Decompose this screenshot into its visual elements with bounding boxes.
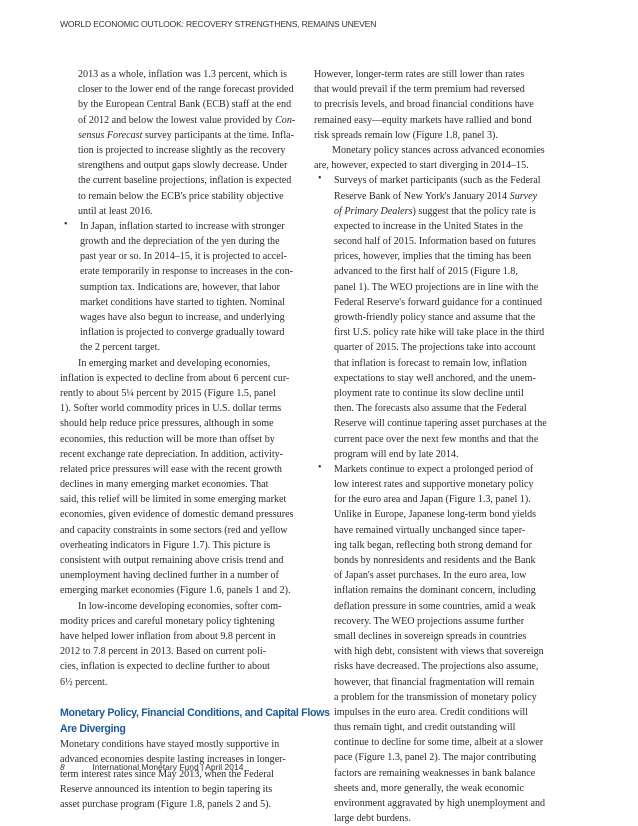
text-line: prices, however, implies that the timing has been (334, 251, 532, 263)
text-line: strengthens and output gaps slowly decrease. Under (78, 160, 288, 172)
heading-line: Monetary Policy, Financial Conditions, and Capital Flows (60, 706, 330, 719)
text-line: however, that financial fragmentation will remain (334, 676, 535, 688)
text-line: that inflation is forecast to remain low, inflation (334, 357, 527, 369)
bullet-marker: • (318, 461, 322, 473)
text-line: have helped lower inflation from about 9.8 percent in (60, 630, 276, 642)
text-line: remained easy—equity markets have rallied and bond (314, 114, 532, 126)
text-line: the 2 percent target. (80, 342, 160, 354)
text-line: past year or so. In 2014–15, it is projected to accel- (80, 251, 287, 263)
text-line: deflation pressure in some countries, amid a weak (334, 600, 536, 612)
text-line: that would prevail if the term premium had reversed (314, 84, 525, 96)
text-line: tion is projected to increase slightly as the recovery (78, 144, 286, 156)
text-line: growth-friendly policy stance and assume that the (334, 312, 536, 323)
text-line: to precrisis levels, and broad financial conditions have (314, 99, 534, 111)
text-line: In emerging market and developing economies, (78, 357, 271, 369)
text-line: inflation is expected to decline from about 6 percent cur- (60, 372, 290, 384)
text-line: for the euro area and Japan (Figure 1.3, panel 1). (334, 494, 531, 506)
text-line: a problem for the transmission of monetary policy (334, 691, 537, 703)
text-line: economies, given evidence of domestic demand pressures (60, 509, 294, 521)
text-line: 2012 to 7.8 percent in 2013. Based on current poli- (60, 646, 267, 658)
text-line: program will end by late 2014. (334, 448, 459, 460)
text-line: In low-income developing economies, softer com- (78, 600, 282, 612)
publication-date: April 2014 (205, 762, 244, 772)
text-line: 2013 as a whole, inflation was 1.3 percent, which is (78, 69, 288, 80)
text-line: advanced economies despite lasting increases in longer- (60, 753, 286, 765)
text-line: ing talk began, reflecting both strong demand for (334, 539, 532, 551)
text-line: impulses in the euro area. Credit conditions will (334, 706, 528, 718)
text-line: continue to decline for some time, albeit at a slower (334, 737, 544, 749)
text-line: Reserve announced its intention to begin tapering its (60, 784, 273, 796)
paragraph-inflation-euro (60, 67, 340, 219)
text-line: term interest rates since May 2013, when the Federal (60, 769, 274, 781)
text-line: overheating indicators in Figure 1.7). This picture is (60, 539, 271, 551)
text-line: sheets and, more generally, the weak economic (334, 782, 524, 794)
text-line: asset purchase program (Figure 1.8, panels 2 and 5). (60, 799, 272, 811)
text-line: small declines in sovereign spreads in countries (334, 630, 527, 642)
text-line: consistent with output remaining above crisis trend and (60, 555, 284, 566)
text-line: then. The forecasts also assume that the Federal (334, 403, 527, 415)
bullet-japan (60, 219, 340, 356)
text-line: market conditions have started to tighten. Nominal (80, 296, 285, 308)
text-line: related price pressures will ease with the recent growth (60, 463, 282, 475)
text-line: thus remain tight, and credit outstanding will (334, 722, 516, 734)
bullet-united-states (314, 173, 592, 462)
text-line: with high debt, consistent with views that sovereign (334, 646, 544, 658)
text-line: advanced to the first half of 2015 (Figure 1.8, (334, 266, 518, 278)
text-line: Markets continue to expect a prolonged period of (334, 463, 534, 475)
text-line: Monetary conditions have stayed mostly supportive in (60, 738, 280, 750)
text-line: quarter of 2015. The projections take into account (334, 342, 536, 354)
text-line: cies, inflation is expected to decline further to about (60, 661, 270, 673)
paragraph-policy-stances (314, 143, 592, 173)
text-line: Monetary policy stances across advanced economies (332, 144, 545, 156)
text-line: environment aggravated by high unemployment and (334, 798, 546, 809)
text-line: large debt burdens. (334, 813, 411, 825)
paragraph-monetary-conditions (60, 737, 340, 813)
text-line: bonds by nonresidents and residents and the Bank (334, 555, 536, 566)
paragraph-emerging-markets (60, 356, 340, 599)
text-line: Surveys of market participants (such as the Federal (334, 175, 541, 187)
text-line: unemployment having declined further in a number of (60, 570, 279, 582)
text-line: recent exchange rate depreciation. In addition, activity- (60, 448, 284, 460)
text-line: Reserve Bank of New York's January 2014 Survey (334, 190, 538, 202)
text-line: recovery. The WEO projections assume further (334, 615, 525, 627)
text-line: have remained virtually unchanged since taper- (334, 524, 526, 536)
spacer (60, 690, 340, 705)
text-line: However, longer-term rates are still lower than rates (314, 69, 525, 80)
text-line: expectations to stay well anchored, and the unem- (334, 372, 536, 384)
text-line: ployment rate to continue its slow decline until (334, 387, 524, 399)
text-line: inflation remains the dominant concern, including (334, 585, 536, 597)
page-number: 8 (60, 762, 65, 772)
text-line: first U.S. policy rate hike will take place in the third (334, 327, 545, 339)
heading-line: Are Diverging (60, 722, 126, 735)
text-line: sumption tax. Indications are, however, that labor (80, 281, 281, 293)
text-line: inflation is projected to converge gradually toward (80, 327, 285, 339)
text-line: current pace over the next few months and that the (334, 433, 539, 445)
paragraph-longer-term-rates (314, 67, 592, 143)
text-line: erate temporarily in response to increases in the con- (80, 266, 294, 278)
text-line: the current baseline projections, inflation is expected (78, 175, 292, 187)
text-line: risk spreads remain low (Figure 1.8, panel 3). (314, 129, 498, 141)
text-line: and capacity constraints in some sectors (red and yellow (60, 524, 288, 536)
text-line: by the European Central Bank (ECB) staff at the end (78, 99, 292, 111)
text-line: closer to the lower end of the range forecast provided (78, 84, 294, 96)
footer-separator: | (201, 762, 204, 772)
text-line: economies, this reduction will be more than offset by (60, 433, 275, 445)
text-line: wages have also begun to increase, and underlying (80, 312, 285, 323)
text-line: expected to increase in the United States in the (334, 220, 523, 232)
text-line: of Primary Dealers) suggest that the policy rate is (334, 205, 536, 217)
right-column (314, 67, 592, 826)
publisher-name: International Monetary Fund (92, 762, 199, 772)
text-line: until at least 2016. (78, 205, 153, 217)
text-line: emerging market economies (Figure 1.6, panels 1 and 2). (60, 585, 291, 597)
running-header: WORLD ECONOMIC OUTLOOK: RECOVERY STRENGTHENS, REMAINS UNEVEN (60, 19, 377, 29)
text-line: risks have decreased. The projections also assume, (334, 661, 539, 673)
text-line: panel 1). The WEO projections are in line with the (334, 281, 539, 293)
text-line: second half of 2015. Information based on futures (334, 236, 536, 248)
page-footer (60, 762, 580, 772)
text-line: pace (Figure 1.3, panel 2). The major contributing (334, 752, 537, 764)
text-line: should help reduce price pressures, although in some (60, 418, 274, 430)
text-line: rently to about 5¼ percent by 2015 (Figure 1.5, panel (60, 387, 276, 399)
text-line: sensus Forecast survey participants at the time. Infla- (78, 129, 295, 141)
paragraph-low-income (60, 599, 340, 690)
text-line: are, however, expected to start diverging in 2014–15. (314, 160, 529, 172)
text-line: 6½ percent. (60, 676, 108, 688)
text-line: of Japan's asset purchases. In the euro area, low (334, 570, 527, 582)
left-column (60, 67, 340, 813)
text-line: growth and the depreciation of the yen during the (80, 236, 280, 248)
text-line: 1). Softer world commodity prices in U.S. dollar terms (60, 403, 282, 415)
bullet-marker: • (318, 173, 322, 185)
bullet-marker: • (64, 218, 68, 230)
text-line: declines in many emerging market economies. That (60, 479, 269, 491)
text-line: modity prices and careful monetary policy tightening (60, 615, 275, 627)
text-line: said, this relief will be limited in some emerging market (60, 494, 287, 506)
text-line: Reserve will continue tapering asset purchases at the (334, 418, 547, 430)
text-line: low interest rates and supportive monetary policy (334, 479, 534, 491)
text-line: of 2012 and below the lowest value provided by Con- (78, 114, 296, 126)
text-line: In Japan, inflation started to increase with stronger (80, 220, 285, 232)
text-line: Unlike in Europe, Japanese long-term bond yields (334, 509, 537, 521)
section-heading (60, 705, 340, 737)
text-line: factors are remaining weaknesses in bank balance (334, 767, 536, 779)
text-line: to remain below the ECB's price stability objective (78, 190, 284, 202)
text-line: Federal Reserve's forward guidance for a continued (334, 296, 543, 308)
